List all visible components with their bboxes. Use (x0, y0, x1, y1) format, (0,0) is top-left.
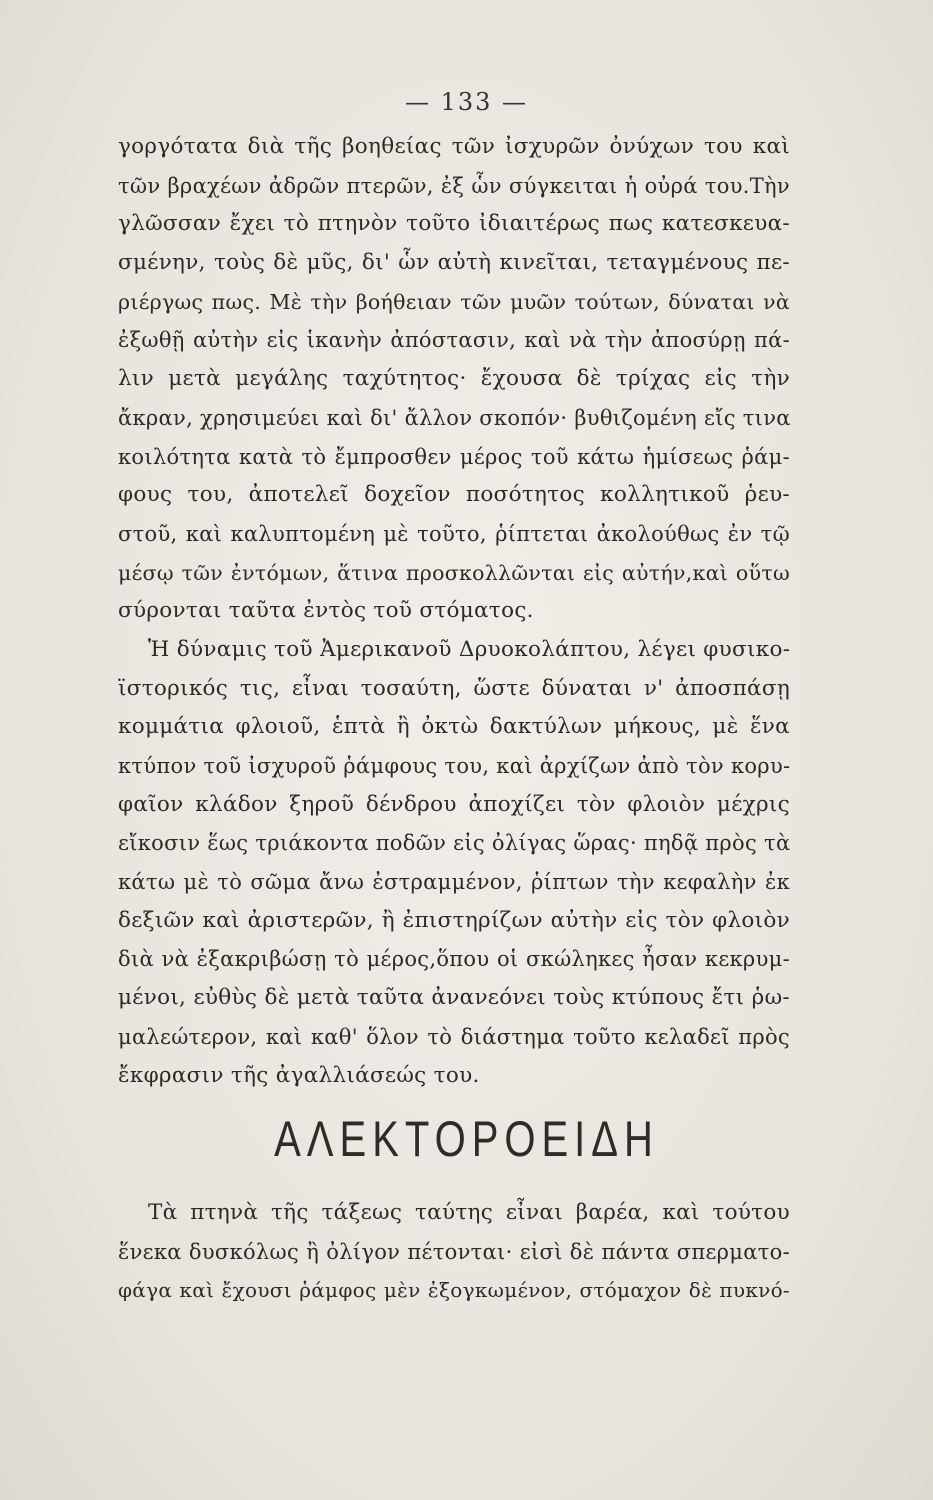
text-line: φαῖον κλάδον ξηροῦ δένδρου ἀποχίζει τὸν φλοιὸν μέχρις (118, 791, 790, 817)
text-line: Τὰ πτηνὰ τῆς τάξεως ταύτης εἶναι βαρέα, καὶ τούτου (148, 1200, 790, 1225)
text-line: κτύπον τοῦ ἰσχυροῦ ῥάμφους του, καὶ ἀρχίζων ἀπὸ τὸν κορυ- (118, 754, 791, 778)
text-line: σύρονται ταῦτα ἐντὸς τοῦ στόματος. (118, 598, 534, 624)
text-line: στοῦ, καὶ καλυπτομένη μὲ τοῦτο, ῥίπτεται ἀκολούθως ἐν τῷ (118, 521, 790, 546)
text-line: φάγα καὶ ἔχουσι ῥάμφος μὲν ἐξογκωμένον, στόμαχον δὲ πυκνό- (118, 1278, 790, 1303)
text-line: κομμάτια φλοιοῦ, ἑπτὰ ἢ ὀκτὼ δακτύλων μήκους, μὲ ἕνα (118, 714, 790, 740)
body-text-upper (118, 128, 790, 1095)
text-line: Ἡ δύναμις τοῦ Ἀμερικανοῦ Δρυοκολάπτου, λέγει φυσικο- (148, 636, 791, 662)
text-line: τῶν βραχέων ἀδρῶν πτερῶν, ἐξ ὧν σύγκειται ἡ οὐρά του.Τὴν (118, 173, 790, 198)
text-line: γλῶσσαν ἔχει τὸ πτηνὸν τοῦτο ἰδιαιτέρως πως κατεσκευα- (118, 211, 790, 237)
page-number: — 133 — (404, 88, 529, 116)
text-line: κοιλότητα κατὰ τὸ ἔμπροσθεν μέρος τοῦ κάτω ἡμίσεως ῥάμ- (118, 444, 790, 469)
text-line: φους του, ἀποτελεῖ δοχεῖον ποσότητος κολλητικοῦ ῥευ- (118, 482, 790, 508)
text-line: ἐξωθῇ αὐτὴν εἰς ἱκανὴν ἀπόστασιν, καὶ νὰ τὴν ἀποσύρῃ πά- (118, 328, 790, 353)
text-line: λιν μετὰ μεγάλης ταχύτητος· ἔχουσα δὲ τρίχας εἰς τὴν (118, 366, 790, 392)
text-line: σμένην, τοὺς δὲ μῦς, δι' ὧν αὐτὴ κινεῖται, τεταγμένους πε- (118, 250, 790, 276)
text-line: γοργότατα διὰ τῆς βοηθείας τῶν ἰσχυρῶν ὀνύχων του καὶ (118, 134, 790, 159)
text-line: μαλεώτερον, καὶ καθ' ὅλον τὸ διάστημα τοῦτο κελαδεῖ πρὸς (118, 1024, 790, 1049)
text-line: ϊστορικός τις, εἶναι τοσαύτη, ὥστε δύναται ν' ἀποσπάσῃ (118, 675, 790, 701)
text-line: ἕνεκα δυσκόλως ἢ ὀλίγον πέτονται· εἰσὶ δὲ πάντα σπερματο- (118, 1239, 790, 1264)
text-line: ριέργως πως. Μὲ τὴν βοήθειαν τῶν μυῶν τούτων, δύναται νὰ (118, 289, 790, 314)
text-line: διὰ νὰ ἐξακριβώσῃ τὸ μέρος,ὅπου οἱ σκώληκες ἦσαν κεκρυμ- (118, 947, 790, 972)
section-heading: ΑΛΕΚΤΟΡΟΕΙΔΗ (274, 1112, 659, 1167)
text-line: μέσῳ τῶν ἐντόμων, ἅτινα προσκολλῶνται εἰς αὐτήν,καὶ οὕτω (118, 560, 790, 585)
text-line: ἄκραν, χρησιμεύει καὶ δι' ἄλλον σκοπόν· βυθιζομένη εἴς τινα (118, 405, 791, 430)
text-line: δεξιῶν καὶ ἀριστερῶν, ἢ ἐπιστηρίζων αὐτὴν εἰς τὸν φλοιὸν (118, 907, 790, 933)
text-line: ἔκφρασιν τῆς ἀγαλλιάσεώς του. (118, 1062, 480, 1088)
text-line: μένοι, εὐθὺς δὲ μετὰ ταῦτα ἀνανεόνει τοὺς κτύπους ἔτι ῥω- (118, 985, 790, 1011)
text-line: κάτω μὲ τὸ σῶμα ἄνω ἐστραμμένον, ῥίπτων τὴν κεφαλὴν ἐκ (118, 870, 790, 895)
text-line: εἴκοσιν ἕως τριάκοντα ποδῶν εἰς ὀλίγας ὥρας· πηδᾷ πρὸς τὰ (118, 831, 791, 856)
body-text-lower (118, 1194, 790, 1310)
